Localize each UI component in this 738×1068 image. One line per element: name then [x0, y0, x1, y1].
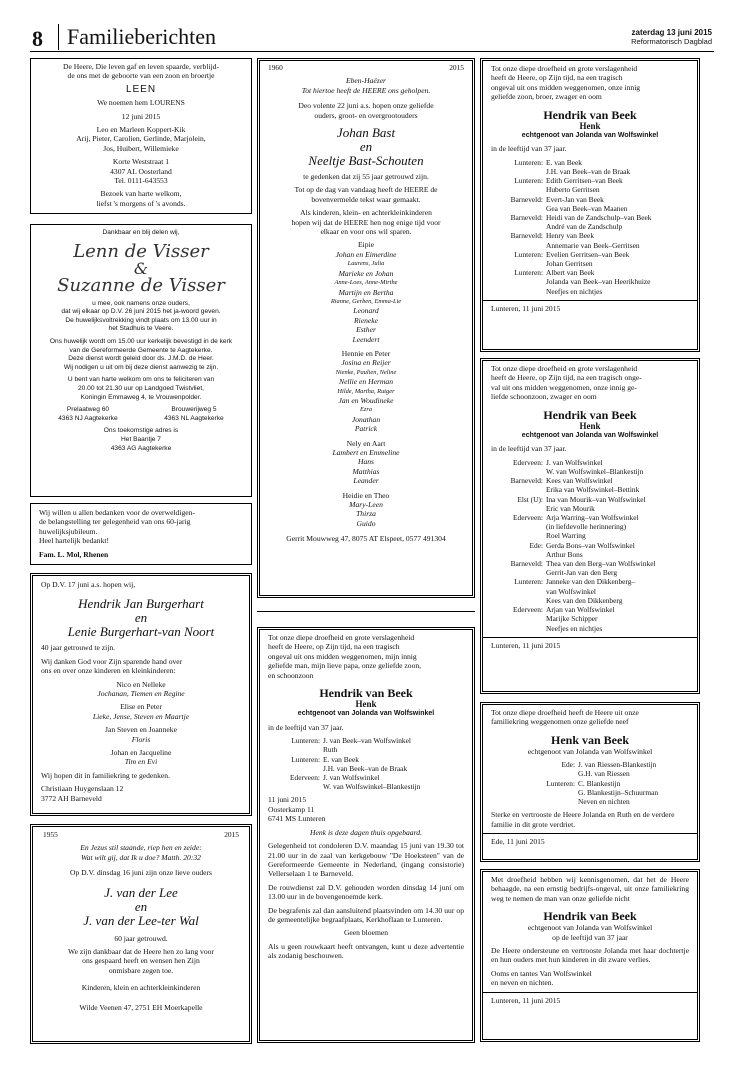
family-member: Nellie en Herman — [339, 377, 393, 387]
year-end: 2015 — [224, 830, 239, 839]
relative-name: J. van Wolfswinkel — [323, 773, 380, 783]
ad-wedding-visser — [30, 224, 252, 497]
spouse: echtgenoot van Jolanda van Wolfswinkel — [297, 710, 435, 718]
relative-place — [491, 167, 543, 176]
age: in de leeftijd van 37 jaar. — [491, 444, 567, 454]
relative-name: Ruth — [323, 745, 338, 755]
text-line: ouders, groot- en overgrootouders — [314, 110, 418, 120]
intro: Op D.V. 17 juni a.s. hopen wij, — [41, 580, 136, 589]
visit-text: liefst 's morgens of 's avonds. — [96, 198, 186, 208]
relative-name: J. van Beek–van Wolfswinkel — [323, 736, 411, 746]
family-member: Guido — [356, 518, 376, 528]
relative-name: Neven en nichten — [578, 797, 630, 807]
relative-place: Lunteren: — [514, 249, 543, 259]
relative-name: van Wolfswinkel — [546, 586, 596, 596]
ad-obituary-beek-uncles — [480, 869, 700, 1042]
relative-place: Barneveld: — [510, 231, 543, 241]
relative-name: Johan Gerritsen — [546, 259, 593, 269]
burial-info: De begrafenis zal dan aansluitend plaatsvinden om 14.30 uur op de gemeentelijke begraafplaats, Kerkhoflaan te Lunteren. — [268, 905, 464, 924]
deceased-name: Hendrik van Beek — [543, 407, 637, 422]
intro: Op D.V. dinsdag 16 juni zijn onze lieve ouders — [69, 868, 212, 878]
family-member: Jan en Woudineke — [338, 395, 394, 405]
text-line: De Heere, Die leven gaf en leven spaarde, verblijd- — [62, 62, 220, 71]
family-member: Thirza — [356, 509, 376, 519]
text-line: Deo volente 22 juni a.s. hopen onze geliefde — [298, 101, 434, 111]
deceased-name: Hendrik van Beek — [543, 107, 637, 122]
family-member: Hans — [357, 457, 375, 467]
text-line: Tot onze diepe droefheid en grote verslagenheid — [491, 64, 638, 73]
family-member: Lambert en Emmeline — [332, 448, 400, 457]
condolence-text: De Heere ondersteune en vertrooste Jolanda met haar dochtertje en hun ouders met hun kinderen in dit zware verlies. — [491, 946, 689, 965]
deceased-name: Hendrik van Beek — [543, 909, 637, 924]
text-line: u mee, ook namens onze ouders, — [92, 299, 190, 307]
condolence-info: Gelegenheid tot condoleren D.V. maandag 15 juni van 19.30 tot 21.00 uur in de zaal van kerkgebouw "De Hoeksteen" van de Gereformeerde Gemeente in Nederland, (ingang consistorie) Vellerselaan 1 te Barneveld. — [268, 841, 464, 879]
name-wife: J. van der Lee-ter Wal — [83, 912, 199, 928]
text-line: heeft de Heere, op Zijn tijd, na een tragisch onge- — [491, 373, 642, 383]
relative-place: Lunteren: — [514, 268, 543, 278]
notice: Henk is deze dagen thuis opgebaard. — [310, 827, 422, 837]
family-line: Nico en Nelleke — [116, 679, 166, 689]
family-member: Leendert — [352, 334, 380, 344]
text-line: Tot onze diepe droefheid en grote verslagenheid — [491, 364, 638, 373]
relative-name: Erika van Wolfswinkel–Bettink — [546, 485, 640, 495]
ad-anniversary-vanderlee — [30, 824, 252, 1044]
relatives-list — [491, 760, 689, 806]
text-line: We zijn dankbaar dat de Heere hen zo lang voor — [68, 947, 214, 957]
relative-name: G.H. van Riessen — [578, 769, 630, 779]
relative-name: Thea van den Berg–van Wolfswinkel — [546, 559, 656, 569]
motto: Tot hiertoe heeft de HEERE ons geholpen. — [301, 85, 431, 95]
relative-name: W. van Wolfswinkel–Blankestijn — [546, 467, 644, 477]
card-notice: Als u geen rouwkaart heeft ontvangen, kunt u deze advertentie als zodanig beschouwen. — [268, 941, 464, 961]
name-wife: Lenie Burgerhart-van Noort — [67, 624, 215, 640]
relative-name: Ina van Mourik–van Wolfswinkel — [546, 494, 646, 504]
spouse: echtgenoot van Jolanda van Wolfswinkel — [527, 746, 653, 756]
family-member: Marieke en Johan — [338, 268, 394, 278]
family-member: Anne-Loes, Anne-Mirthe — [334, 279, 398, 287]
future-address: Ons toekomstige adres is — [103, 427, 179, 435]
relative-place — [491, 522, 543, 531]
relatives-list — [491, 458, 689, 633]
relative-place — [268, 764, 320, 773]
relative-name: Roel Warring — [546, 531, 586, 541]
en: en — [134, 610, 148, 626]
relative-name: André van de Zandschulp — [546, 222, 623, 232]
family-member: Josina en Reijer — [341, 358, 391, 368]
relative-place — [491, 467, 543, 476]
service-info: De rouwdienst zal D.V. gehouden worden dinsdag 14 juni om 13.00 uur in de bovengenoemde kerk. — [268, 882, 464, 902]
text-line: familiekring weggenomen onze geliefde neef — [491, 717, 629, 727]
text-line: ongeval uit ons midden weggenomen, onze innig — [491, 82, 641, 92]
relative-name: Arthur Bons — [546, 549, 583, 559]
deceased-name: Henk van Beek — [550, 732, 629, 747]
text-line: huwelijksjubileum. — [39, 526, 98, 536]
relative-place — [491, 241, 543, 250]
relative-place: Barneveld: — [510, 559, 543, 569]
relative-name: Neefjes en nichtjes — [546, 623, 603, 633]
family-member: Matthias — [352, 466, 380, 476]
addresses — [35, 406, 247, 423]
address: 4307 AL Oosterland — [110, 166, 172, 176]
family-group — [268, 240, 464, 343]
header-rule — [30, 51, 714, 52]
relative-place — [491, 550, 543, 559]
relative-place: Lunteren: — [291, 736, 320, 746]
call-name: Henk — [355, 699, 377, 710]
text-line: van de Gereformeerde Gemeente te Aagtekerke. — [69, 346, 213, 354]
relative-place — [491, 587, 543, 596]
address: 6741 MS Lunteren — [268, 814, 326, 824]
address: Wilde Veenen 47, 2751 EH Moerkapelle — [79, 1002, 203, 1012]
relative-name: W. van Wolfswinkel–Blankestijn — [323, 782, 421, 792]
relative-name: Kees van den Dikkenberg — [546, 595, 623, 605]
address: Brouwerijweg 5 — [171, 406, 217, 414]
parents: Leo en Marleen Koppert-Kik — [96, 125, 186, 135]
family-member: Ezra — [359, 406, 373, 414]
date: 11 juni 2015 — [268, 795, 307, 805]
ad-obituary-beek-inlaws — [480, 358, 700, 694]
text-line: De huwelijksvoltrekking vindt plaats om 13.00 uur in — [65, 316, 217, 324]
family-member: Esther — [356, 325, 376, 335]
relative-place — [491, 504, 543, 513]
text-line: de belangstelling ter gelegenheid van ons 60-jarig — [39, 517, 191, 527]
relative-name: Jolanda van Beek–van Heerikhuize — [546, 277, 651, 287]
relative-place: Ederveen: — [513, 605, 543, 615]
page-number: 8 — [32, 26, 43, 51]
relative-name: J. van Wolfswinkel — [546, 457, 603, 467]
text-line: geliefde zoon, broer, zwager en oom — [491, 92, 602, 102]
intro: Dankbaar en blij delen wij, — [102, 229, 180, 236]
family-member: Nienke, Paulien, Neline — [335, 368, 397, 376]
relative-place — [491, 568, 543, 577]
group-head: Heidie en Theo — [342, 490, 390, 500]
call-name: Henk — [579, 120, 601, 131]
grandchildren: Jochanan, Tiemen en Regine — [97, 689, 185, 699]
year-start: 1955 — [43, 830, 58, 839]
relative-name: G. Blankestijn–Schuurman — [578, 787, 659, 797]
relative-name: (in liefdevolle herinnering) — [546, 522, 627, 532]
relative-place — [491, 287, 543, 296]
family-member: Leonard — [353, 306, 379, 316]
name-husband: Hendrik Jan Burgerhart — [78, 596, 204, 612]
relatives-list — [268, 736, 464, 791]
called-name: We noemen hem LOURENS — [97, 98, 185, 108]
family-member: Leander — [353, 476, 379, 486]
relative-place — [491, 624, 543, 633]
text-line: onmisbare zegen toe. — [108, 965, 174, 975]
spouse: echtgenoot van Jolanda van Wolfswinkel — [521, 132, 659, 140]
relative-name: J. van Riessen-Blankestijn — [578, 760, 657, 770]
visit-text: Bezoek van harte welkom, — [100, 189, 182, 199]
address: Oosterkamp 11 — [268, 804, 315, 814]
place-date: Ede, 11 juni 2015 — [483, 833, 697, 846]
relative-name: Henry van Beek — [546, 231, 595, 241]
text-line: heeft de Heere, op Zijn tijd, na een tragisch — [268, 642, 400, 652]
relative-name: Marijke Schipper — [546, 614, 598, 624]
deceased-name: Hendrik van Beek — [319, 686, 413, 701]
relative-place: Barneveld: — [510, 213, 543, 223]
ad-obituary-henk-cousin — [480, 702, 700, 862]
name-husband: J. van der Lee — [104, 884, 178, 900]
relative-place — [491, 277, 543, 286]
future-address: 4363 AG Aagtekerke — [110, 444, 172, 452]
address: Korte Weststraat 1 — [112, 157, 170, 167]
relative-name: Huberto Gerritsen — [546, 185, 600, 195]
relative-name: Evelien Gerritsen–van Beek — [546, 249, 630, 259]
text-line: Koningin Emmaweg 4, te Vrouwenpolder. — [80, 393, 202, 401]
relative-name: J.H. van Beek–van de Braak — [546, 167, 631, 177]
family-member: Rianne, Gerben, Emma-Lie — [330, 297, 402, 305]
family-group — [268, 491, 464, 529]
relative-name: Janneke van den Dikkenberg– — [546, 577, 636, 587]
family-member: Jonathan — [351, 414, 381, 424]
text-line: Deze dienst wordt geleid door ds. J.M.D. de Heer. — [68, 355, 214, 363]
relative-place: Lunteren: — [291, 754, 320, 764]
birth-date: 12 juni 2015 — [121, 111, 161, 121]
ad-anniversary-burgerhart — [30, 573, 252, 816]
motto: Eben-Haëzer — [345, 76, 387, 86]
relative-place: Ede: — [561, 760, 575, 770]
grandchildren: Lieke, Jense, Steven en Maartje — [92, 711, 190, 721]
relative-name: E. van Beek — [323, 754, 359, 764]
years: 60 jaar getrouwd. — [114, 933, 168, 943]
relative-name: Annemarie van Beek–Gerritsen — [546, 240, 640, 250]
text-line: Tot onze diepe droefheid heeft de Heere uit onze — [491, 708, 639, 717]
relative-place — [491, 259, 543, 268]
text-line: bovenvermelde tekst waar gemaakt. — [311, 194, 421, 204]
name-husband: Johan Bast — [336, 125, 396, 141]
signature: Fam. L. Mol, Rhenen — [39, 549, 109, 559]
family-line: Jan Steven en Joanneke — [105, 725, 177, 735]
relative-place — [491, 614, 543, 623]
family-group — [268, 439, 464, 486]
siblings: Jos, Huibert, Willemieke — [103, 143, 179, 153]
text-line: te gedenken dat zij 55 jaar getrouwd zijn. — [303, 172, 429, 182]
age: op de leeftijd van 37 jaar — [552, 932, 628, 942]
relative-place — [491, 204, 543, 213]
family-member: Laurens, Julia — [347, 260, 385, 268]
place-date: Lunteren, 11 juni 2015 — [483, 637, 697, 650]
text-line: heeft de Heere, op Zijn tijd, na een tragisch — [491, 73, 623, 83]
text-line: Tot op de dag van vandaag heeft de HEERE de — [294, 185, 438, 195]
children: Kinderen, klein en achterkleinkinderen — [81, 983, 201, 993]
spouse: echtgenoot van Jolanda van Wolfswinkel — [527, 923, 653, 933]
closing: Wij hopen dit in familiekring te gedenken. — [41, 770, 170, 780]
text-line: liefde schoonzoon, zwager en oom — [491, 392, 597, 402]
relative-name: J.H. van Beek–van de Braak — [323, 763, 408, 773]
grandchildren: Tim en Evi — [124, 757, 158, 767]
family-member: Mary-Leen — [349, 500, 383, 510]
years-range — [268, 63, 464, 72]
family-member: Rieneke — [353, 315, 379, 325]
text-line: ongeval uit ons midden weggenomen, mijn innig — [268, 651, 417, 661]
relative-place — [491, 485, 543, 494]
future-address: Het Baantje 7 — [121, 435, 161, 443]
text-line: Als kinderen, klein- en achterkleinkinderen — [300, 208, 432, 218]
call-name: Henk — [579, 420, 601, 431]
text-line: Heel hartelijk bedankt! — [39, 536, 110, 546]
text-line: Ons huwelijk wordt om 15.00 uur kerkelijk bevestigd in de kerk — [49, 337, 233, 345]
relatives-list — [491, 158, 689, 296]
en: en — [359, 139, 373, 155]
signature: en neven en nichten. — [491, 978, 554, 988]
family-member: Martijn en Bertha — [338, 287, 394, 297]
relative-place — [491, 185, 543, 194]
family-member: Johan en Eimerdine — [335, 249, 397, 259]
relative-place: Barneveld: — [510, 194, 543, 204]
year-end: 2015 — [449, 63, 464, 72]
relative-place: Ederveen: — [290, 773, 320, 783]
signature: Ooms en tantes Van Wolfswinkel — [491, 968, 592, 978]
relative-place: Elst (U): — [517, 494, 543, 504]
text-line: elkaar en voor ons wil sparen. — [320, 227, 412, 237]
place-date: Lunteren, 11 juni 2015 — [483, 992, 697, 1005]
relative-name: Arjan van Wolfswinkel — [546, 605, 615, 615]
text-line: dat wij elkaar op D.V. 26 juni 2015 het ja-woord geven. — [61, 308, 221, 316]
bride-name: Suzanne de Visser — [57, 274, 225, 296]
relative-place: Ederveen: — [513, 457, 543, 467]
relative-name: Arja Warring–van Wolfswinkel — [546, 513, 639, 523]
address: Gerrit Mouwweg 47, 8075 AT Elspeet, 0577 491304 — [286, 534, 446, 544]
relative-place — [491, 531, 543, 540]
text-line: val uit ons midden weggenomen, onze innig ge- — [491, 382, 637, 392]
relative-name: C. Blankestijn — [578, 778, 621, 788]
text-line: de ons met de geboorte van een zoon en broertje — [67, 71, 215, 81]
group-head: Hennie en Peter — [341, 348, 391, 358]
relative-place — [491, 596, 543, 605]
text-line: en schoonzoon — [268, 670, 314, 680]
text-line: geliefde man, mijn lieve papa, onze geliefde zoon, — [268, 661, 422, 671]
text-line: 20.00 tot 21.30 uur op Landgoed Twistvliet, — [78, 384, 204, 392]
text-line: ons gespaard heeft en wensen hen Zijn — [82, 956, 200, 966]
address: 4363 NJ Aagtekerke — [58, 414, 118, 422]
text-line: Tot onze diepe droefheid en grote verslagenheid — [268, 633, 415, 642]
relative-place — [491, 769, 575, 778]
groom-name: Lenn de Visser — [73, 240, 209, 262]
ampersand: & — [133, 258, 149, 278]
relative-name: Kees van Wolfswinkel — [546, 476, 613, 486]
text-line: Wij danken God voor Zijn sparende hand over — [41, 656, 183, 666]
relative-name: Evert-Jan van Beek — [546, 194, 604, 204]
years-range — [43, 830, 239, 839]
group-head: Eipie — [357, 240, 375, 250]
family-groups — [268, 240, 464, 528]
relative-place — [268, 745, 320, 754]
relative-place: Lunteren: — [546, 778, 575, 788]
age: in de leeftijd van 37 jaar. — [491, 144, 567, 154]
en: en — [134, 898, 148, 914]
section-title: Familieberichten — [58, 24, 216, 50]
ad-anniversary-bast — [257, 58, 475, 598]
siblings: Arij, Pieter, Carolien, Gerlinde, Marjolein, — [76, 134, 206, 144]
relative-name: Gerrit-Jan van den Berg — [546, 568, 618, 578]
place-date: Lunteren, 11 juni 2015 — [483, 300, 697, 313]
address: 3772 AH Barneveld — [41, 793, 102, 803]
text-line: Wij willen u allen bedanken voor de overweldigen- — [39, 508, 195, 517]
text-line: hopen wij dat de HEERE hen nog enige tijd voor — [291, 217, 441, 227]
spouse: echtgenoot van Jolanda van Wolfswinkel — [521, 432, 659, 440]
name-wife: Neeltje Bast-Schouten — [308, 153, 424, 169]
relative-place: Ederveen: — [513, 513, 543, 523]
text-line: U bent van harte welkom om ons te feliciteren van — [67, 376, 215, 384]
relative-place: Lunteren: — [514, 577, 543, 587]
verse: En Jezus stil staande, riep hen en zeide: — [80, 843, 202, 853]
text-line: ons en over onze kinderen en kleinkinderen: — [41, 666, 176, 676]
child-name: LEEN — [125, 83, 157, 95]
relative-place: Barneveld: — [510, 476, 543, 486]
relative-place — [268, 782, 320, 791]
relative-name: Heidi van de Zandschulp–van Beek — [546, 213, 652, 223]
relative-name: Eric van Mourik — [546, 503, 595, 513]
family-member: Hilde, Martha, Rutger — [337, 387, 395, 395]
intro: Met droefheid hebben wij kennisgenomen, dat het de Heere behaagde, na een ernstig bedrijfs-ongeval, uit onze familiekring weg te nemen de man van onze geliefde nicht — [491, 875, 689, 903]
ad-obituary-beek-parents — [480, 58, 700, 352]
ad-thanks-mol — [30, 503, 252, 565]
relative-name: E. van Beek — [546, 157, 582, 167]
relative-name: Gerda Bons–van Wolfswinkel — [546, 540, 635, 550]
text-line: Wij nodigen u uit om bij deze dienst aanwezig te zijn. — [63, 363, 219, 371]
condolence-text: Sterke en vertroostе de Heere Jolanda en Ruth en de verdere familie in dit grote verdriet. — [491, 810, 675, 829]
relative-place: Ede: — [529, 540, 543, 550]
relative-name: Edith Gerritsen–van Beek — [546, 176, 623, 186]
year-start: 1960 — [268, 63, 283, 72]
family-group — [268, 349, 464, 434]
relative-name: Gea van Beek–van Maanen — [546, 203, 628, 213]
phone: Tel. 0111-643553 — [114, 176, 168, 186]
relative-place: Lunteren: — [514, 176, 543, 186]
relative-place — [491, 797, 575, 806]
relative-name: Neefjes en nichtjes — [546, 286, 603, 296]
text-line: het Stadhuis te Veere. — [108, 325, 174, 333]
family-line: Johan en Jacqueline — [110, 748, 172, 758]
years: 40 jaar getrouwd te zijn. — [41, 643, 116, 653]
address: Christiaan Huygenslaan 12 — [41, 784, 124, 794]
address: 4363 NL Aagtekerke — [164, 414, 224, 422]
ad-obituary-beek-family — [257, 627, 475, 1043]
age: in de leeftijd van 37 jaar. — [268, 722, 344, 732]
family-member: Patrick — [354, 424, 378, 434]
no-flowers: Geen bloemen — [343, 928, 389, 938]
address: Prelaatweg 60 — [66, 406, 110, 414]
relative-name: Albert van Beek — [546, 268, 595, 278]
separator — [257, 611, 475, 612]
group-head: Nely en Aart — [346, 438, 386, 448]
family-line: Elise en Peter — [120, 702, 162, 712]
relative-place: Lunteren: — [514, 157, 543, 167]
verse: Wat wilt gij, dat Ik u doe? Matth. 20:32 — [81, 852, 201, 862]
relative-place — [491, 222, 543, 231]
relative-place — [491, 788, 575, 797]
header-date: zaterdag 13 juni 2015 Reformatorisch Dagblad — [631, 28, 712, 46]
ad-birth-leen — [30, 58, 252, 214]
grandchildren: Floris — [131, 734, 151, 744]
